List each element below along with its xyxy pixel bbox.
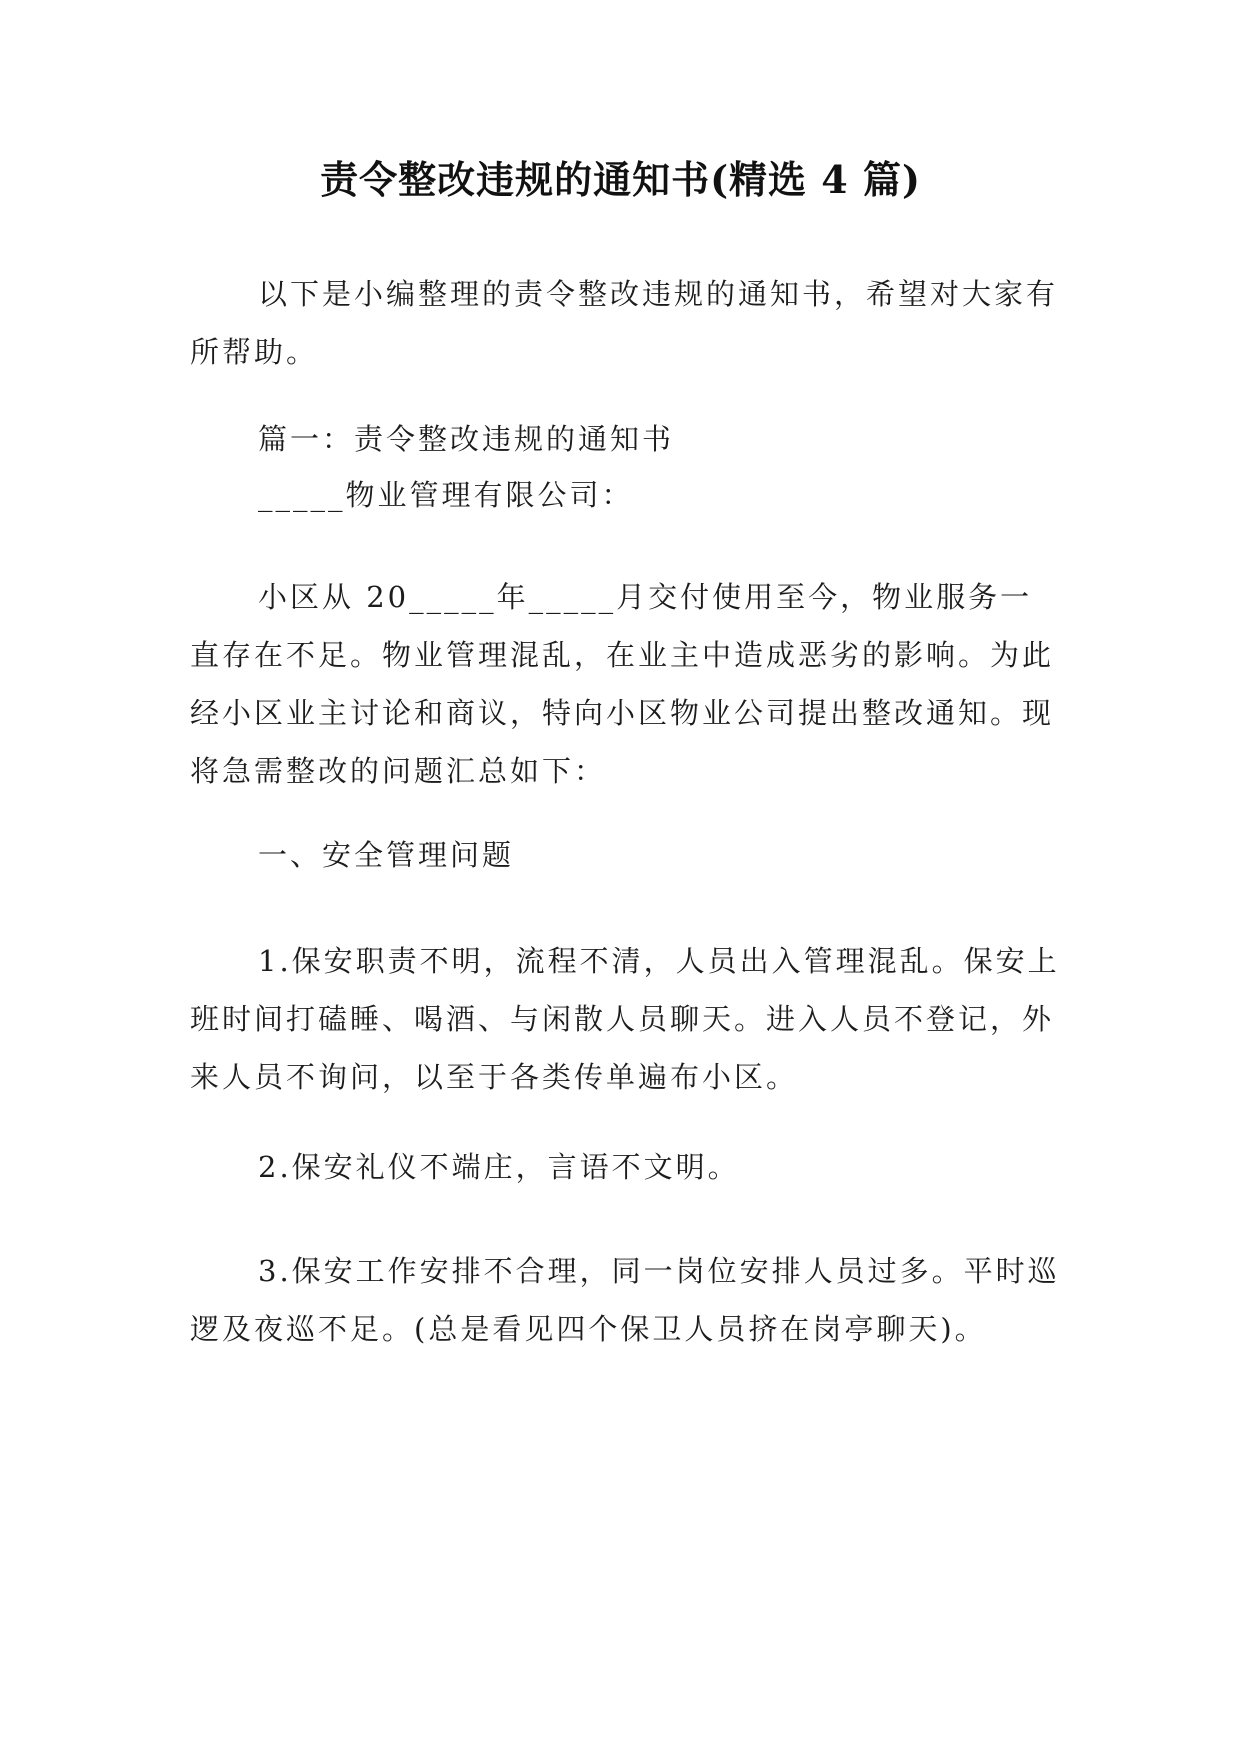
addressee-line: _____物业管理有限公司： (258, 478, 634, 512)
subheading-safety-management: 一、安全管理问题 (258, 838, 515, 872)
intro-paragraph: 以下是小编整理的责令整改违规的通知书，希望对大家有所帮助。 (190, 277, 1059, 369)
list-item-1: 1.保安职责不明，流程不清，人员出入管理混乱。保安上班时间打磕睡、喝酒、与闲散人员聊天。进入人员不登记，外来人员不询问，以至于各类传单遍布小区。 (190, 944, 1060, 1094)
document-title: 责令整改违规的通知书(精选 4 篇) (320, 157, 921, 202)
list-item-2: 2.保安礼仪不端庄，言语不文明。 (258, 1150, 740, 1184)
section-heading: 篇一：责令整改违规的通知书 (258, 422, 675, 456)
body-paragraph: 小区从 20_____年_____月交付使用至今，物业服务一直存在不足。物业管理混乱，在业主中造成恶劣的影响。为此经小区业主讨论和商议，特向小区物业公司提出整改通知。现将急需整改的问题汇总如下： (190, 580, 1055, 788)
list-item-3: 3.保安工作安排不合理，同一岗位安排人员过多。平时巡逻及夜巡不足。(总是看见四个保卫人员挤在岗亭聊天)。 (190, 1254, 1060, 1346)
